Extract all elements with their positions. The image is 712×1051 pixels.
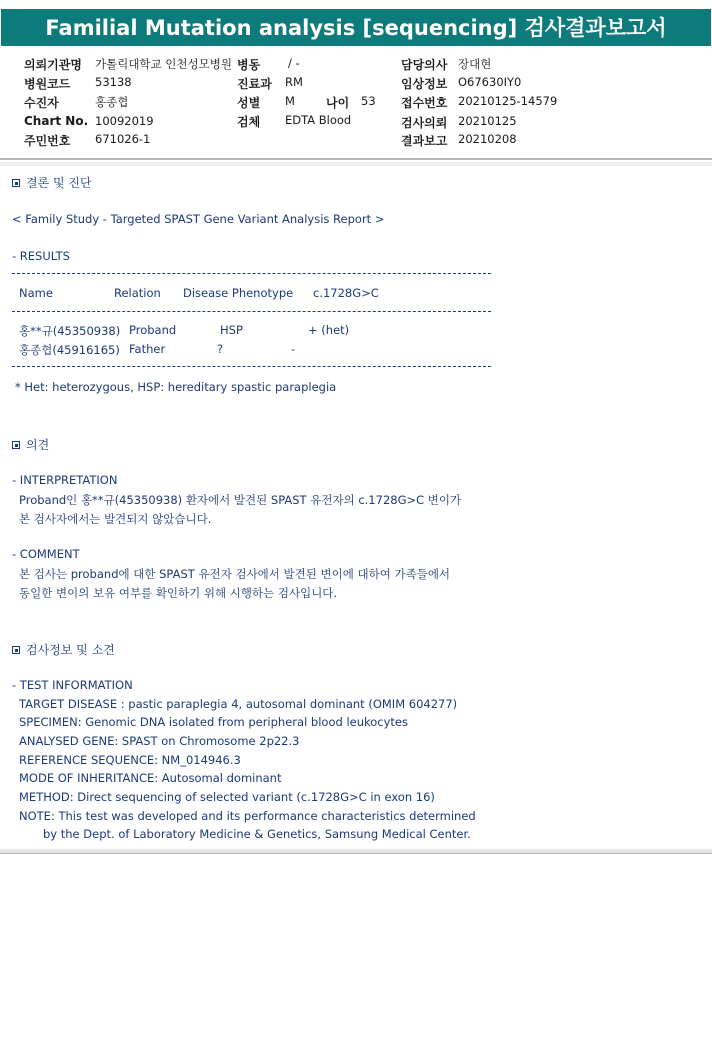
patient-header (0, 56, 712, 156)
requesting-org-value: 가톨릭대학교 인천성모병원 (95, 57, 232, 71)
testinfo-title: 검사정보 및 소견 (26, 643, 115, 657)
col-header-name: Name (19, 286, 53, 300)
col-header-variant: c.1728G>C (313, 286, 379, 300)
comment-label: - COMMENT (12, 547, 80, 561)
chart-label: Chart No. (24, 114, 89, 128)
table-header-rule (12, 311, 491, 312)
clinical-info-label: 임상정보 (401, 77, 448, 91)
section-box-icon (12, 646, 20, 654)
specimen-label: 검체 (237, 115, 261, 129)
hospital-code-label: 병원코드 (24, 77, 71, 91)
testinfo-line: ANALYSED GENE: SPAST on Chromosome 2p22.3 (19, 734, 300, 748)
hospital-code-value: 53138 (95, 75, 132, 89)
report-label: 결과보고 (401, 134, 448, 148)
specimen-value: EDTA Blood (285, 113, 352, 127)
testinfo-line: NOTE: This test was developed and its performance characteristics determined (19, 809, 476, 823)
col-header-phenotype: Disease Phenotype (183, 286, 294, 300)
table-cell: HSP (220, 323, 243, 337)
testinfo-line: SPECIMEN: Genomic DNA isolated from peripheral blood leukocytes (19, 715, 408, 729)
report-title: Familial Mutation analysis [sequencing] 검사결과보고서 (1, 9, 711, 46)
sex-label: 성별 (237, 96, 261, 110)
table-cell: 홍종협(45916165) (19, 343, 120, 357)
testinfo-line: METHOD: Direct sequencing of selected variant (c.1728G>C in exon 16) (19, 790, 435, 804)
conclusion-title: 결론 및 진단 (26, 176, 92, 190)
request-label: 검사의뢰 (401, 116, 448, 130)
interpretation-line: Proband인 홍**규(45350938) 환자에서 발견된 SPAST 유전자의 c.1728G>C 변이가 (19, 493, 462, 507)
dept-label: 진료과 (237, 77, 272, 91)
testinfo-label: - TEST INFORMATION (12, 678, 133, 692)
sex-value: M (285, 94, 295, 108)
table-cell: 홍**규(45350938) (19, 324, 121, 338)
section-box-icon (12, 441, 20, 449)
dept-value: RM (285, 75, 303, 89)
table-cell: ? (217, 342, 224, 356)
testinfo-line: REFERENCE SEQUENCE: NM_014946.3 (19, 753, 241, 767)
collector-value: 홍종협 (95, 95, 129, 109)
attending-label: 담당의사 (401, 58, 448, 72)
testinfo-line: TARGET DISEASE : pastic paraplegia 4, autosomal dominant (OMIM 604277) (19, 697, 458, 711)
table-cell: Proband (129, 323, 177, 337)
results-label: - RESULTS (12, 249, 70, 263)
comment-line: 동일한 변이의 보유 여부를 확인하기 위해 시행하는 검사입니다. (19, 586, 338, 600)
interpretation-line: 본 검사자에서는 발견되지 않았습니다. (19, 512, 212, 526)
ward-label: 병동 (237, 58, 261, 72)
table-top-rule (12, 273, 491, 274)
header-divider-band (0, 162, 712, 166)
footer-divider (0, 849, 712, 854)
receipt-value: 20210125-14579 (458, 94, 558, 108)
conclusion-heading (12, 174, 92, 191)
testinfo-line: MODE OF INHERITANCE: Autosomal dominant (19, 771, 282, 785)
col-header-relation: Relation (114, 286, 161, 300)
attending-value: 장대현 (458, 57, 492, 71)
age-value: 53 (361, 94, 376, 108)
testinfo-line: by the Dept. of Laboratory Medicine & Genetics, Samsung Medical Center. (43, 827, 471, 841)
table-cell: - (291, 342, 296, 356)
request-value: 20210125 (458, 114, 517, 128)
header-divider (0, 158, 712, 160)
section-box-icon (12, 179, 20, 187)
collector-label: 수진자 (24, 96, 59, 110)
comment-line: 본 검사는 proband에 대한 SPAST 유전자 검사에서 발견된 변이에 대하여 가족들에서 (19, 567, 451, 581)
id-label: 주민번호 (24, 134, 71, 148)
table-bottom-rule (12, 366, 491, 367)
testinfo-heading (12, 641, 115, 658)
footnote: * Het: heterozygous, HSP: hereditary spastic paraplegia (15, 380, 337, 394)
id-value: 671026-1 (95, 132, 151, 146)
study-title: < Family Study - Targeted SPAST Gene Variant Analysis Report > (12, 212, 385, 226)
table-cell: Father (129, 342, 166, 356)
clinical-info-value: O67630IY0 (458, 75, 522, 89)
opinion-heading (12, 436, 49, 453)
table-cell: + (het) (308, 323, 350, 337)
interpretation-label: - INTERPRETATION (12, 473, 118, 487)
report-value: 20210208 (458, 132, 517, 146)
receipt-label: 접수번호 (401, 96, 448, 110)
chart-value: 10092019 (95, 114, 154, 128)
opinion-title: 의견 (26, 438, 50, 452)
requesting-org-label: 의뢰기관명 (24, 58, 82, 72)
ward-value: / - (288, 56, 300, 70)
age-label: 나이 (326, 96, 350, 110)
